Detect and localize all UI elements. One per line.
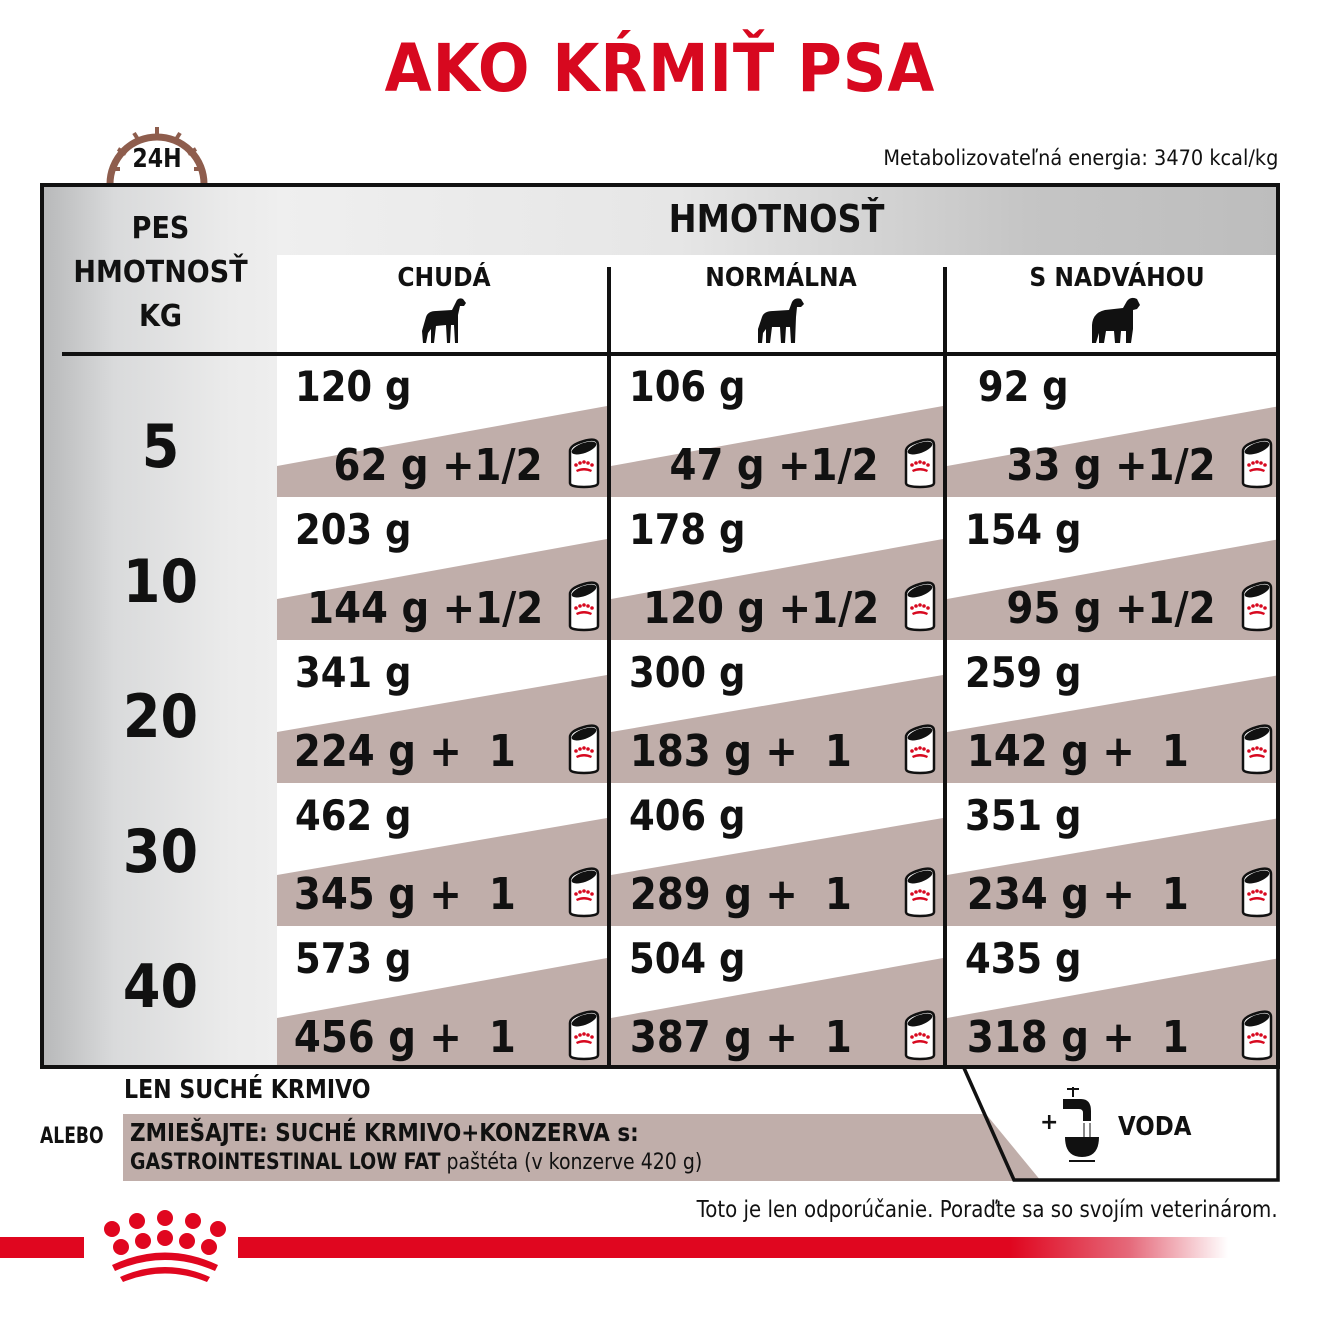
mixed-amount: 234 g + 1 bbox=[967, 869, 1216, 920]
mixed-amount: 387 g + 1 bbox=[630, 1012, 879, 1063]
water-tap-icon bbox=[1055, 1085, 1103, 1165]
disclaimer: Toto je len odporúčanie. Poraďte sa so svojím veterinárom. bbox=[696, 1197, 1278, 1223]
dry-only-amount: 178 g bbox=[629, 505, 746, 554]
page-title: AKO KŔMIŤ PSA bbox=[384, 30, 936, 107]
dry-only-amount: 92 g bbox=[965, 362, 1069, 411]
feeding-cell bbox=[277, 642, 607, 783]
feeding-cell bbox=[611, 356, 943, 497]
column-label: NORMÁLNA bbox=[705, 263, 857, 293]
dog-weight-5: 5 bbox=[141, 412, 180, 482]
dry-only-amount: 300 g bbox=[629, 648, 746, 697]
dry-only-amount: 435 g bbox=[965, 934, 1082, 983]
feeding-cell bbox=[947, 928, 1280, 1069]
can-icon bbox=[1240, 1009, 1274, 1061]
can-icon bbox=[567, 437, 601, 489]
mixed-amount: 120 g +1/2 bbox=[643, 583, 879, 634]
mixed-amount: 224 g + 1 bbox=[294, 726, 543, 777]
mixed-amount: 62 g +1/2 bbox=[333, 440, 543, 491]
column-label: CHUDÁ bbox=[397, 263, 491, 293]
dog-weight-10: 10 bbox=[122, 547, 199, 617]
can-icon bbox=[903, 1009, 937, 1061]
can-icon bbox=[567, 580, 601, 632]
normal-dog-icon bbox=[755, 295, 807, 345]
feeding-cell bbox=[947, 642, 1280, 783]
mixed-amount: 47 g +1/2 bbox=[669, 440, 879, 491]
can-icon bbox=[1240, 866, 1274, 918]
mixed-amount: 144 g +1/2 bbox=[307, 583, 543, 634]
dog-weight-20: 20 bbox=[122, 682, 199, 752]
clock-24h-label: 24H bbox=[132, 144, 182, 174]
divider bbox=[62, 352, 277, 356]
dry-only-amount: 106 g bbox=[629, 362, 746, 411]
mixed-amount: 142 g + 1 bbox=[967, 726, 1216, 777]
mixed-amount: 95 g +1/2 bbox=[1006, 583, 1216, 634]
can-icon bbox=[903, 866, 937, 918]
dry-only-amount: 154 g bbox=[965, 505, 1082, 554]
brand-bar-left bbox=[0, 1237, 84, 1258]
header-line-1: PES bbox=[131, 211, 190, 246]
feeding-cell bbox=[947, 356, 1280, 497]
product-name: GASTROINTESTINAL LOW FAT bbox=[130, 1150, 441, 1175]
thin-dog-icon bbox=[418, 295, 470, 345]
can-icon bbox=[567, 866, 601, 918]
water-plus: + bbox=[1040, 1110, 1059, 1135]
feeding-cell bbox=[277, 928, 607, 1069]
can-icon bbox=[1240, 580, 1274, 632]
overweight-dog-icon bbox=[1089, 295, 1145, 345]
column-header-thin bbox=[277, 255, 611, 352]
dry-only-amount: 259 g bbox=[965, 648, 1082, 697]
legend-mix-line-2 bbox=[130, 1150, 702, 1175]
column-label: S NADVÁHOU bbox=[1029, 263, 1205, 293]
dog-weight-40: 40 bbox=[122, 952, 199, 1022]
dry-only-amount: 573 g bbox=[295, 934, 412, 983]
dry-only-amount: 504 g bbox=[629, 934, 746, 983]
can-icon bbox=[903, 580, 937, 632]
group-header: HMOTNOSŤ bbox=[668, 197, 885, 241]
dry-only-amount: 462 g bbox=[295, 791, 412, 840]
mixed-amount: 318 g + 1 bbox=[967, 1012, 1216, 1063]
feeding-cell bbox=[611, 499, 943, 640]
mixed-amount: 345 g + 1 bbox=[294, 869, 543, 920]
feeding-cell bbox=[947, 499, 1280, 640]
can-icon bbox=[567, 723, 601, 775]
column-headers bbox=[277, 255, 1276, 352]
column-header-overweight bbox=[951, 255, 1280, 352]
mixed-amount: 456 g + 1 bbox=[294, 1012, 543, 1063]
metabolizable-energy: Metabolizovateľná energia: 3470 kcal/kg bbox=[883, 146, 1278, 170]
can-icon bbox=[1240, 723, 1274, 775]
feeding-cell bbox=[611, 785, 943, 926]
dry-only-amount: 351 g bbox=[965, 791, 1082, 840]
column-header-normal bbox=[615, 255, 947, 352]
water-label: VODA bbox=[1118, 1112, 1192, 1142]
legend-dry-only: LEN SUCHÉ KRMIVO bbox=[124, 1075, 371, 1105]
dry-only-amount: 341 g bbox=[295, 648, 412, 697]
dry-only-amount: 406 g bbox=[629, 791, 746, 840]
feeding-cell bbox=[947, 785, 1280, 926]
can-icon bbox=[567, 1009, 601, 1061]
brand-bar-right bbox=[238, 1237, 1228, 1258]
dry-only-amount: 120 g bbox=[295, 362, 412, 411]
mixed-amount: 183 g + 1 bbox=[630, 726, 879, 777]
can-icon bbox=[903, 723, 937, 775]
feeding-cell bbox=[277, 499, 607, 640]
dog-weight-30: 30 bbox=[122, 817, 199, 887]
feeding-cell bbox=[277, 356, 607, 497]
header-line-2: HMOTNOSŤ bbox=[73, 255, 248, 290]
feeding-table bbox=[40, 183, 1280, 1069]
feeding-cell bbox=[277, 785, 607, 926]
can-icon bbox=[903, 437, 937, 489]
feeding-cell bbox=[611, 642, 943, 783]
mixed-amount: 289 g + 1 bbox=[630, 869, 879, 920]
dry-only-amount: 203 g bbox=[295, 505, 412, 554]
feeding-cell bbox=[611, 928, 943, 1069]
weight-column-header bbox=[56, 207, 266, 339]
legend-or: ALEBO bbox=[40, 1124, 104, 1149]
mixed-amount: 33 g +1/2 bbox=[1006, 440, 1216, 491]
header-line-3: KG bbox=[138, 299, 183, 334]
can-icon bbox=[1240, 437, 1274, 489]
royal-canin-crown-logo bbox=[90, 1205, 240, 1285]
product-detail: paštéta (v konzerve 420 g) bbox=[440, 1150, 703, 1175]
legend-mix-line-1: ZMIEŠAJTE: SUCHÉ KRMIVO+KONZERVA s: bbox=[130, 1118, 639, 1147]
